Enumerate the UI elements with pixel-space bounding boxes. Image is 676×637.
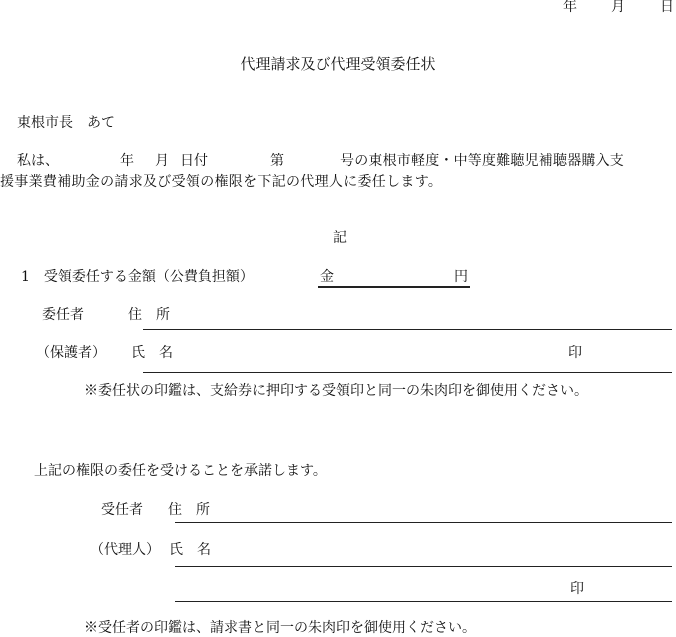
ki-label: 記 bbox=[333, 230, 347, 246]
delegator-address-field[interactable] bbox=[143, 329, 672, 330]
amount-yen: 円 bbox=[454, 269, 468, 285]
body-year: 年 bbox=[120, 153, 134, 169]
delegatee-address-label: 住 所 bbox=[168, 502, 210, 518]
delegator-seal: 印 bbox=[568, 345, 582, 361]
amount-kin: 金 bbox=[320, 269, 334, 285]
delegator-name-field[interactable] bbox=[143, 372, 672, 373]
delegatee-address-field[interactable] bbox=[175, 522, 672, 523]
body-line2: 援事業費補助金の請求及び受領の権限を下記の代理人に委任します。 bbox=[0, 174, 443, 190]
body-line1-tail: 号の東根市軽度・中等度難聴児補聴器購入支 bbox=[340, 153, 624, 169]
document-title: 代理請求及び代理受領委任状 bbox=[240, 55, 436, 73]
delegator-note: ※委任状の印鑑は、支給券に押印する受領印と同一の朱肉印を御使用ください。 bbox=[84, 383, 588, 399]
body-lead: 私は、 bbox=[17, 153, 59, 169]
addressee: 東根市長 あて bbox=[17, 115, 115, 131]
acceptance-statement: 上記の権限の委任を受けることを承諾します。 bbox=[34, 463, 327, 479]
delegator-address-label: 住 所 bbox=[128, 307, 170, 323]
date-day-label: 日 bbox=[660, 0, 674, 15]
amount-underline bbox=[318, 286, 470, 288]
delegator-guardian: （保護者） bbox=[36, 345, 106, 361]
delegator-name-label: 氏 名 bbox=[131, 345, 173, 361]
item1-label: 1 受領委任する金額（公費負担額） bbox=[21, 269, 254, 285]
delegatee-role: 受任者 bbox=[101, 502, 143, 518]
body-day-issued: 日付 bbox=[180, 153, 208, 169]
delegatee-agent: （代理人） bbox=[90, 542, 160, 558]
delegatee-name-label: 氏 名 bbox=[169, 542, 211, 558]
delegatee-seal: 印 bbox=[570, 581, 584, 597]
delegatee-note: ※受任者の印鑑は、請求書と同一の朱肉印を御使用ください。 bbox=[84, 620, 476, 636]
delegator-role: 委任者 bbox=[42, 307, 84, 323]
body-month: 月 bbox=[155, 153, 169, 169]
delegatee-seal-line[interactable] bbox=[175, 601, 672, 602]
date-year-label: 年 bbox=[563, 0, 577, 15]
delegatee-name-field[interactable] bbox=[175, 566, 672, 567]
date-month-label: 月 bbox=[611, 0, 625, 15]
body-dai: 第 bbox=[270, 153, 284, 169]
